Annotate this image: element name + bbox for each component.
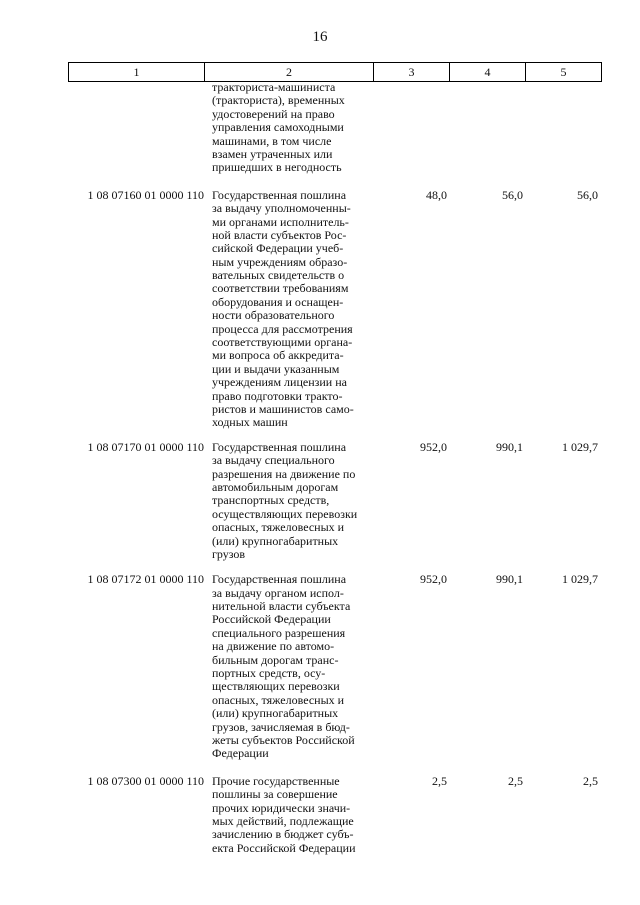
value-col-4: 990,1 [496,439,523,454]
description-line: Российской Федерации [212,613,331,627]
description-line: грузов, зачисляемая в бюд- [212,720,350,734]
description-line: процесса для рассмотрения [212,322,353,336]
description-line: Прочие государственные [212,774,340,788]
description-line: (тракториста), временных [212,94,345,108]
description-line: Государственная пошлина [212,188,347,202]
revenue-description [212,573,433,760]
value-col-3: 952,0 [420,572,447,587]
description-line: ходных машин [212,416,288,430]
description-line: осуществляющих перевозки [212,507,358,521]
description-line: грузов [212,547,246,561]
description-line: право подготовки тракто- [212,389,343,403]
value-col-5: 2,5 [583,773,598,788]
column-header-5: 5 [526,63,602,82]
description-line: екта Российской Федерации [212,841,356,855]
table-row [68,189,601,430]
description-line: вательных свидетельств о [212,269,345,283]
description-line: специального разрешения [212,626,346,640]
value-col-4: 2,5 [508,773,523,788]
table-row [68,573,601,760]
value-col-4: 990,1 [496,572,523,587]
description-line: Государственная пошлина [212,440,347,454]
description-line: (или) крупногабаритных [212,534,339,548]
value-col-4: 56,0 [502,187,523,202]
description-line: прочих юридически значи- [212,801,351,815]
value-col-5: 1 029,7 [562,439,598,454]
budget-code: 1 08 07300 01 0000 110 [87,773,204,788]
table-row [68,775,601,855]
description-line: тракториста-машиниста [212,81,336,94]
description-line: ности образовательного [212,309,335,323]
description-line: портных средств, осу- [212,667,326,681]
table-row [68,81,601,175]
description-line: оборудования и оснащен- [212,295,344,309]
revenue-description [212,189,433,430]
description-line: учреждениям лицензии на [212,376,347,390]
description-line: удостоверений на право [212,107,335,121]
description-line: ми вопроса об аккредита- [212,349,344,363]
description-line: управления самоходными [212,121,344,135]
description-line: Государственная пошлина [212,573,347,587]
description-line: машинами, в том числе [212,134,332,148]
budget-code: 1 08 07160 01 0000 110 [87,187,204,202]
table-body [68,81,601,855]
description-line: соответствии требованиям [212,282,349,296]
value-col-3: 2,5 [432,773,447,788]
description-line: опасных, тяжеловесных и [212,521,345,535]
description-line: на движение по автомо- [212,640,335,654]
value-col-5: 1 029,7 [562,572,598,587]
description-line: автомобильным дорогам [212,480,339,494]
description-line: нительной власти субъекта [212,600,351,614]
value-col-3: 952,0 [420,439,447,454]
description-line: ми органами исполнитель- [212,215,349,229]
column-header-1: 1 [69,63,205,82]
description-line: за выдачу органом испол- [212,586,344,600]
column-header-2: 2 [205,63,374,82]
description-line: ции и выдачи указанным [212,362,340,376]
page-number: 16 [312,29,328,45]
column-header-4: 4 [450,63,526,82]
column-header-3: 3 [374,63,450,82]
description-line: мых действий, подлежащие [212,814,354,828]
description-line: за выдачу уполномоченны- [212,202,351,216]
description-line: ществляющих перевозки [212,680,340,694]
description-line: жеты субъектов Российской [212,733,355,747]
budget-code: 1 08 07170 01 0000 110 [87,439,204,454]
revenue-description [212,81,433,175]
description-line: Федерации [212,747,269,761]
value-col-5: 56,0 [577,187,598,202]
description-line: ной власти субъектов Рос- [212,228,347,242]
description-line: зачислению в бюджет субъ- [212,828,354,842]
description-line: (или) крупногабаритных [212,707,339,721]
column-header-table [68,62,602,82]
description-line: транспортных средств, [212,494,330,508]
description-line: опасных, тяжеловесных и [212,693,345,707]
description-line: разрешения на движение по [212,467,356,481]
description-line: ристов и машинистов само- [212,402,354,416]
description-line: за выдачу специального [212,454,335,468]
description-line: сийской Федерации учеб- [212,242,344,256]
description-line: взамен утраченных или [212,147,333,161]
revenue-description [212,441,433,562]
description-line: пришедших в негодность [212,161,342,175]
description-line: пошлины за совершение [212,788,338,802]
description-line: соответствующими органа- [212,336,353,350]
table-row [68,441,601,562]
description-line: бильным дорогам транс- [212,653,339,667]
budget-code: 1 08 07172 01 0000 110 [87,572,204,587]
column-header-row [69,63,602,82]
description-line: ным учреждениям образо- [212,255,348,269]
value-col-3: 48,0 [426,187,447,202]
